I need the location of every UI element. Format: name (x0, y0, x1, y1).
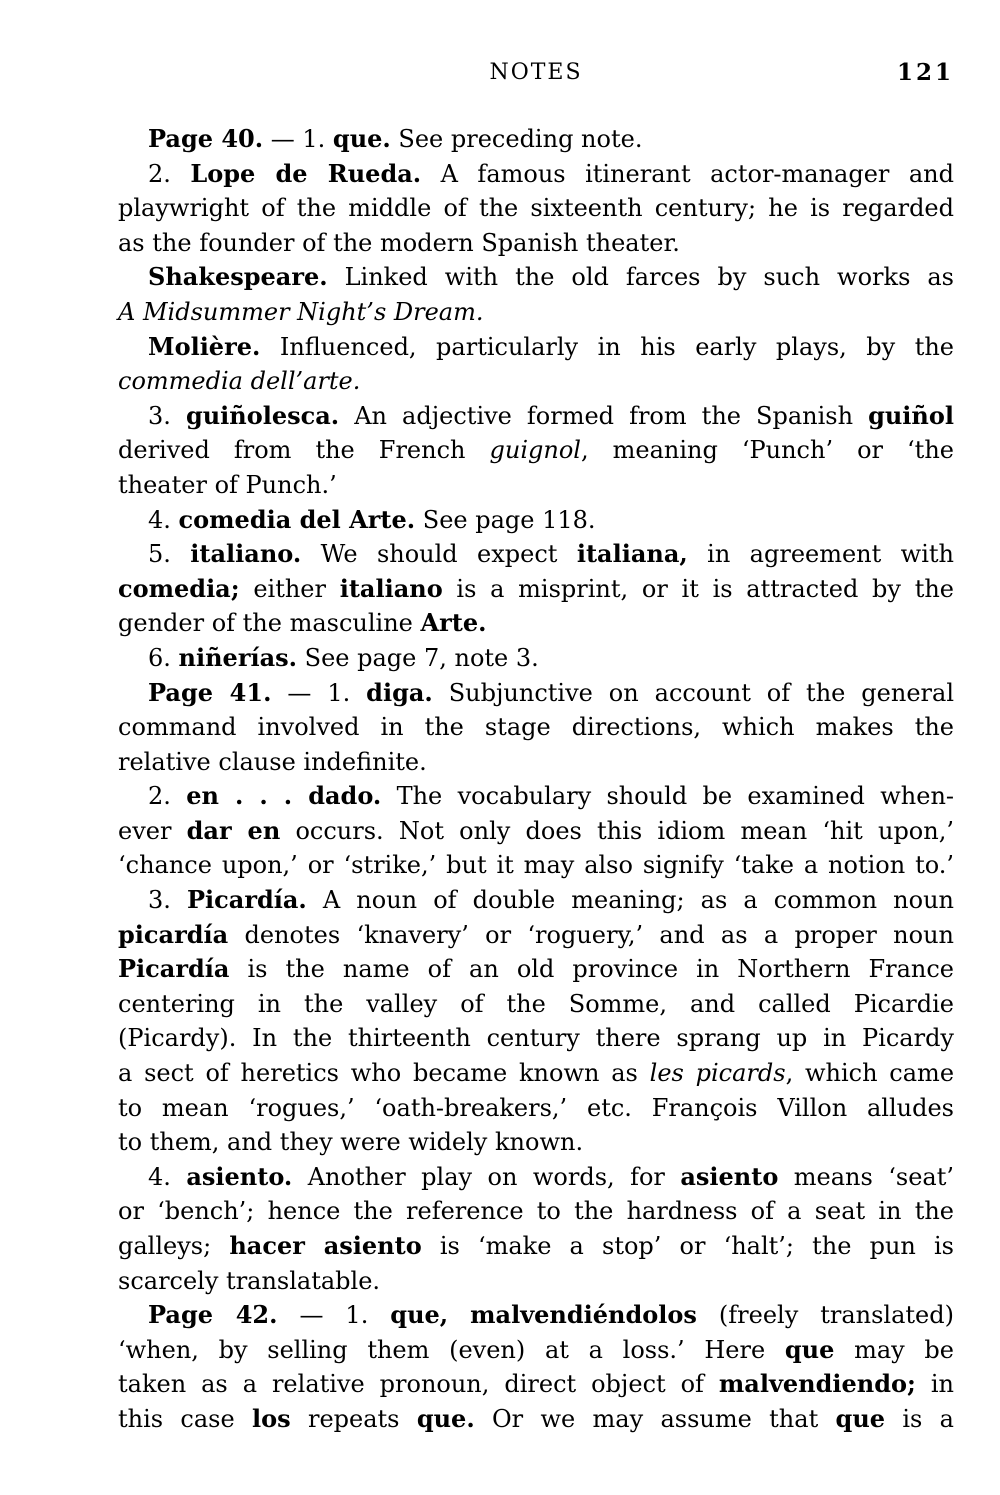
bold-text: Picardía. (187, 885, 307, 915)
body-text: 3. (148, 401, 186, 430)
text-line (118, 295, 954, 330)
bold-text: hacer asiento (229, 1231, 422, 1260)
running-head (118, 60, 954, 90)
text-line (118, 1125, 954, 1160)
body-text: is a (885, 1404, 954, 1433)
text-line (118, 814, 954, 849)
body-text: occurs. Not only does this idiom mean ‘hit upon,’ (280, 816, 954, 845)
body-text: 2. (148, 782, 187, 811)
body-text: is a misprint, or it is attracted by the (442, 574, 954, 603)
text-line (118, 918, 954, 953)
bold-text: Shakespeare. (148, 262, 328, 292)
body-text: See preceding note. (390, 125, 643, 153)
body-text: 4. (148, 1162, 187, 1191)
text-line (118, 606, 954, 641)
body-text: Subjunctive on account of the general (432, 678, 954, 707)
bold-text: que (784, 1334, 835, 1364)
bold-text: los (252, 1403, 291, 1433)
page-number: 121 (896, 59, 954, 86)
bold-text: italiana, (576, 539, 688, 569)
body-text (448, 1301, 470, 1329)
body-text: a sect of heretics who became known as (118, 1059, 650, 1088)
body-text: is the name of an old province in Northern France (229, 955, 954, 984)
bold-text: asiento. (186, 1161, 293, 1191)
text-line (118, 1194, 954, 1229)
text-line (118, 676, 954, 711)
body-text: relative clause indefinite. (118, 747, 427, 776)
bold-text: Page 42. (148, 1300, 278, 1330)
text-line (118, 1333, 954, 1368)
text-line (118, 226, 954, 261)
text-line (118, 1160, 954, 1195)
body-text: scarcely translatable. (118, 1266, 381, 1295)
text-lines (118, 122, 954, 1437)
bold-text: que (835, 1403, 886, 1433)
body-text: — 1. (271, 678, 367, 707)
bold-text: Page 40. (148, 124, 264, 153)
text-line (118, 1021, 954, 1056)
body-text: means ‘seat’ (778, 1162, 954, 1191)
italic-text: guignol (489, 436, 581, 465)
body-text: theater of Punch.’ (118, 470, 337, 499)
bold-text: italiano (339, 573, 443, 603)
text-line (118, 122, 954, 157)
text-line (118, 1367, 954, 1402)
body-text: 5. (148, 540, 191, 569)
body-text: to mean ‘rogues,’ ‘oath-breakers,’ etc. François Villon alludes (118, 1093, 954, 1122)
text-line (118, 710, 954, 745)
text-line (118, 883, 954, 918)
body-text: 6. (148, 643, 179, 672)
text-line (118, 1298, 954, 1333)
body-text: is ‘make a stop’ or ‘halt’; the pun is (421, 1232, 955, 1260)
body-text: playwright of the middle of the sixteenth century; he is regarded (118, 194, 954, 223)
text-line (118, 952, 954, 987)
bold-text: malvendiendo; (718, 1369, 916, 1399)
text-line (118, 260, 954, 295)
body-text: Another play on words, for (292, 1162, 681, 1191)
body-text: We should expect (301, 540, 577, 569)
bold-text: asiento (680, 1161, 779, 1191)
bold-text: comedia del Arte. (178, 504, 416, 534)
bold-text: comedia; (118, 573, 240, 603)
text-line (118, 779, 954, 814)
body-text: this case (118, 1404, 253, 1433)
body-text: command involved in the stage directions, which makes the (118, 713, 954, 742)
body-text: The vocabulary should be examined when- (381, 782, 955, 811)
bold-text: Picardía (118, 954, 230, 984)
bold-text: diga. (366, 677, 433, 707)
bold-text: que, (390, 1300, 449, 1330)
body-text: (Picardy). In the thirteenth century there sprang up in Picardy (118, 1024, 954, 1053)
body-text: 2. (148, 159, 191, 188)
body-text: taken as a relative pronoun, direct object of (118, 1370, 719, 1399)
bold-text: Molière. (148, 331, 261, 361)
body-text: Or we may assume that (474, 1404, 836, 1433)
bold-text: en . . . dado. (186, 781, 382, 811)
text-line (118, 399, 954, 434)
text-line (118, 468, 954, 503)
italic-text: commedia dell’arte. (118, 367, 361, 396)
text-line (118, 537, 954, 572)
body-text: gender of the masculine (118, 609, 421, 638)
text-line (118, 572, 954, 607)
body-text: , meaning ‘Punch’ or ‘the (580, 436, 954, 465)
text-line (118, 641, 954, 676)
body-text: galleys; (118, 1232, 230, 1260)
body-text: 4. (148, 505, 179, 534)
body-text: in agreement with (687, 540, 954, 569)
text-line (118, 1402, 954, 1437)
bold-text: Lope de Rueda. (190, 158, 422, 188)
body-text: Influenced, particularly in his early plays, by the (260, 332, 954, 361)
body-text: Linked with the old farces by such works as (327, 263, 954, 292)
bold-text: que. (416, 1403, 475, 1433)
bold-text: guiñolesca. (185, 400, 340, 430)
body-text: — 1. (263, 125, 333, 153)
italic-text: les picards (649, 1059, 786, 1088)
text-line (118, 191, 954, 226)
body-text: may be (834, 1335, 954, 1364)
body-text: See page 7, note 3. (297, 643, 539, 672)
body-text: (freely translated) (696, 1301, 954, 1330)
text-line (118, 157, 954, 192)
text-line (118, 745, 954, 780)
body-text: either (239, 574, 340, 603)
page-title: NOTES (489, 60, 583, 85)
bold-text: Page 41. (148, 677, 272, 707)
bold-text: malvendiéndolos (470, 1300, 697, 1330)
body-text: as the founder of the modern Spanish theater. (118, 228, 680, 257)
text-line (118, 330, 954, 365)
bold-text: guiñol (868, 400, 954, 430)
body-text: See page 118. (415, 505, 596, 534)
body-text: — 1. (277, 1301, 391, 1330)
body-text: An adjective formed from the Spanish (339, 401, 869, 430)
body-text: A famous itinerant actor-manager and (421, 159, 955, 188)
text-line (118, 848, 954, 883)
text-line (118, 987, 954, 1022)
text-line (118, 503, 954, 538)
text-line (118, 1229, 954, 1264)
body-text: , which came (785, 1059, 955, 1088)
italic-text: A Midsummer Night’s Dream. (118, 297, 484, 326)
body-text: or ‘bench’; hence the reference to the hardness of a seat in the (118, 1197, 954, 1226)
bold-text: que. (332, 124, 391, 153)
text-line (118, 433, 954, 468)
body-text: ‘when, by selling them (even) at a loss.’ Here (118, 1335, 785, 1364)
text-line (118, 364, 954, 399)
body-text: repeats (290, 1404, 417, 1433)
bold-text: Arte. (420, 608, 487, 638)
bold-text: niñerías. (178, 642, 297, 672)
bold-text: picardía (118, 919, 229, 949)
body-text: ‘chance upon,’ or ‘strike,’ but it may also signify ‘take a notion to.’ (118, 851, 954, 880)
body-text: denotes ‘knavery’ or ‘roguery,’ and as a proper noun (228, 920, 954, 949)
text-line (118, 1091, 954, 1126)
bold-text: italiano. (190, 539, 302, 569)
bold-text: dar en (186, 815, 281, 845)
body-text: A noun of double meaning; as a common noun (306, 886, 955, 915)
body-text: ever (118, 816, 187, 845)
body-text: derived from the French (118, 436, 490, 465)
body-text: centering in the valley of the Somme, and called Picardie (118, 989, 954, 1018)
body-text: to them, and they were widely known. (118, 1128, 584, 1157)
body-text: in (915, 1370, 954, 1399)
text-line (118, 1056, 954, 1091)
body-text: 3. (148, 886, 187, 915)
text-line (118, 1264, 954, 1299)
